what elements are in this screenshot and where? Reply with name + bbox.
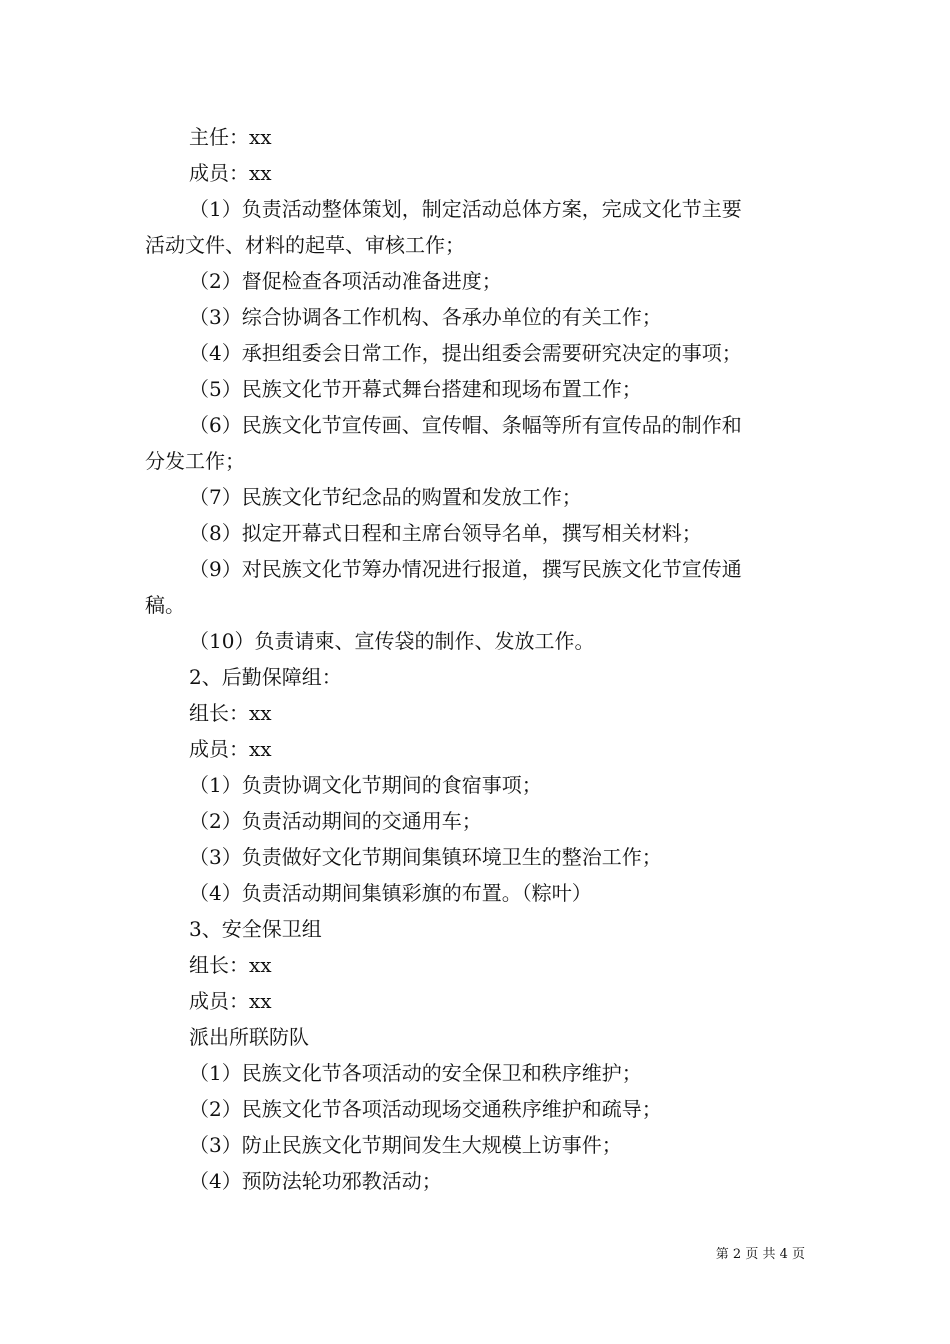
section-heading-logistics: 2、后勤保障组： [189, 665, 342, 689]
security-item-1: （1）民族文化节各项活动的安全保卫和秩序维护； [189, 1061, 642, 1085]
section-heading-security: 3、安全保卫组 [189, 917, 322, 941]
duty-item-1: （1）负责活动整体策划，制定活动总体方案，完成文化节主要 [189, 197, 742, 221]
security-item-2: （2）民族文化节各项活动现场交通秩序维护和疏导； [189, 1097, 662, 1121]
duty-item-10: （10）负责请柬、宣传袋的制作、发放工作。 [189, 629, 595, 653]
logistics-item-2: （2）负责活动期间的交通用车； [189, 809, 482, 833]
duty-item-3: （3）综合协调各工作机构、各承办单位的有关工作； [189, 305, 662, 329]
duty-item-8: （8）拟定开幕式日程和主席台领导名单，撰写相关材料； [189, 521, 702, 545]
duty-item-5: （5）民族文化节开幕式舞台搭建和现场布置工作； [189, 377, 642, 401]
members-line: 成员：xx [189, 161, 272, 185]
security-item-3: （3）防止民族文化节期间发生大规模上访事件； [189, 1133, 622, 1157]
document-body [145, 119, 810, 1199]
duty-item-2: （2）督促检查各项活动准备进度； [189, 269, 502, 293]
page-number-footer: 第 2 页 共 4 页 [715, 1247, 805, 1262]
duty-item-6-continued: 分发工作； [145, 449, 245, 473]
security-unit-line: 派出所联防队 [189, 1025, 309, 1049]
security-leader-line: 组长：xx [189, 953, 272, 977]
security-item-4: （4）预防法轮功邪教活动； [189, 1169, 442, 1193]
logistics-leader-line: 组长：xx [189, 701, 272, 725]
duty-item-7: （7）民族文化节纪念品的购置和发放工作； [189, 485, 582, 509]
logistics-members-line: 成员：xx [189, 737, 272, 761]
duty-item-4: （4）承担组委会日常工作，提出组委会需要研究决定的事项； [189, 341, 742, 365]
logistics-item-4: （4）负责活动期间集镇彩旗的布置。（粽叶） [189, 881, 592, 905]
logistics-item-1: （1）负责协调文化节期间的食宿事项； [189, 773, 542, 797]
duty-item-9: （9）对民族文化节筹办情况进行报道，撰写民族文化节宣传通 [189, 557, 742, 581]
logistics-item-3: （3）负责做好文化节期间集镇环境卫生的整治工作； [189, 845, 662, 869]
duty-item-6: （6）民族文化节宣传画、宣传帽、条幅等所有宣传品的制作和 [189, 413, 742, 437]
security-members-line: 成员：xx [189, 989, 272, 1013]
duty-item-9-continued: 稿。 [145, 593, 185, 617]
duty-item-1-continued: 活动文件、材料的起草、审核工作； [145, 233, 465, 257]
director-line: 主任：xx [189, 125, 272, 149]
